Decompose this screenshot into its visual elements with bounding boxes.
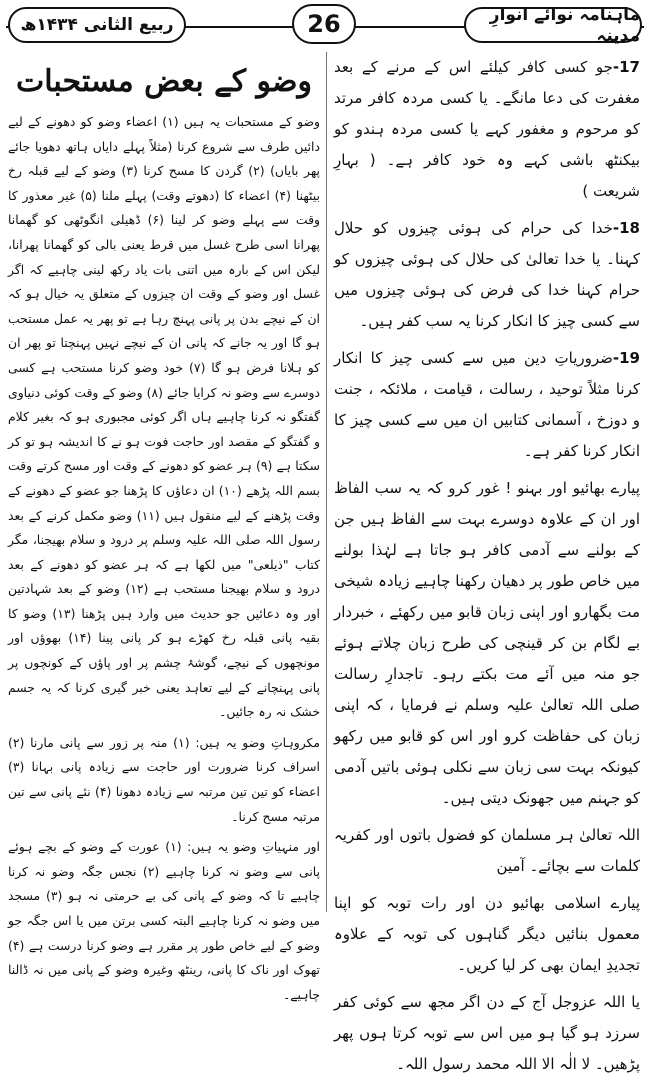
right-column	[334, 52, 640, 1086]
numbered-paragraph-19: 19-ضروریاتِ دین میں سے کسی چیز کا انکار کرنا مثلاً توحید ، رسالت ، قیامت ، ملائکہ ، جنت و دوزخ ، آسمانی کتابیں ان میں سے کسی چیز کا انکار کرنا کفر ہے۔	[334, 349, 640, 460]
mustahabbat-paragraph: وضو کے مستحبات یہ ہیں (۱) اعضاء وضو کو دھونے کے لیے دائیں طرف سے شروع کرنا (مثلاً پہلے دایاں ہاتھ دھویا جائے پھر بایاں) (۲) گردن کا مسح کرنا (۳) وضو کے لیے قبلہ رخ بیٹھنا (۴) اعضاء کا (دھوتے وقت) پہلے ملنا (۵) غیر معذور کا وقت سے پہلے وضو کر لینا (۶) ڈھیلی انگوٹھی کو گھمانا پھرانا اسی طرح غسل میں قرط یعنی بالی کو گھمانا پھرانا، لیکن اس کے بارہ میں اتنی بات یاد رکھ لینی چاہیے کہ اگر غسل اور وضو کے وقت ان چیزوں کے متعلق یہ خیال ہو کہ ان کے نیچے بدن پر پانی پہنچ رہا ہے تو پھر یہ عمل مستحب ہو گا اور یہ جانے کہ پانی ان کے نیچے نہیں پہنچتا تو پھر ان کو ہلانا فرض ہو گا (۷) خود وضو کرنا مستحب ہے کسی دوسرے سے وضو نہ کرایا جائے (۸) وضو کے وقت کوئی دنیاوی گفتگو نہ کرنا چاہیے ہاں اگر کوئی مجبوری ہو کہ بغیر کلام و گفتگو کے مقصد اور حاجت فوت ہو نے کا اندیشہ ہو تو کر سکتا ہے (۹) ہر عضو کو دھونے کے وقت اور مسح کرتے وقت بسم اللہ پڑھے (۱۰) ان دعاؤں کا پڑھنا جو عضو کے دھونے کے وقت پڑھنے کے لیے منقول ہیں (۱۱) وضو مکمل کرنے کے بعد رسول اللہ صلی اللہ علیہ وسلم پر درود و سلام بھیجنا، مگر کتاب "ذیلعی" میں لکھا ہے کہ ہر عضو کو دھونے کے بعد درود و سلام بھیجنا مستحب ہے (۱۲) وضو کے بعد شہادتین اور وہ دعائیں جو حدیث میں وارد ہیں پڑھنا (۱۳) وضو کا بقیہ پانی قبلہ رخ کھڑے ہو کر پانی پینا (۱۴) بھوؤں اور مونچھوں کے نیچے، گوشۂ چشم پر اور پاؤں کے کونچوں پر پانی پہنچانے کے لیے تعاہد یعنی خبر گیری کرنا کہ یہ جسم خشک نہ رہ جائیں۔	[8, 114, 321, 720]
issue-date: ربیع الثانی ۱۴۳۴ھ	[8, 7, 186, 43]
numbered-paragraph-17: 17-جو کسی کافر کیلئے اس کے مرنے کے بعد مغفرت کی دعا مانگے۔ یا کسی مردہ کافر مرتد کو مرحوم و مغفور کہے یا کسی مردہ ہندو کو بیکنٹھ باشی کہے وہ خود کافر ہے۔ ( بہارِ شریعت )	[334, 58, 640, 200]
manhiyyat-paragraph: اور منہیاتِ وضو یہ ہیں: (۱) عورت کے وضو کے بچے ہوئے پانی سے وضو نہ کرنا چاہیے (۲) نجس جگہ وضو نہ کرنا چاہیے تا کہ وضو کے پانی کی بے حرمتی نہ ہو (۳) مسجد میں وضو نہ کرنا چاہیے البتہ کسی برتن میں یا اس جگہ جو وضو کے لیے خاص طور پر مقرر ہے وضو کرنا درست ہے (۴) تھوک اور ناک کا پانی، رینٹھ وغیرہ وضو کے پانی میں نہ ڈالنا چاہیے۔	[8, 839, 321, 1002]
body-paragraph: پیارے اسلامی بھائیو دن اور رات توبہ کو اپنا معمول بنائیں دیگر گناہوں کی توبہ کے علاوہ تجدیدِ ایمان بھی کر لیا کریں۔	[334, 894, 640, 974]
article-title: وضو کے بعض مستحبات	[16, 64, 312, 99]
paragraph-text: ضروریاتِ دین میں سے کسی چیز کا انکار کرنا مثلاً توحید ، رسالت ، قیامت ، ملائکہ ، جنت و دوزخ ، آسمانی کتابیں ان میں سے کسی چیز کا انکار کرنا کفر ہے۔	[334, 349, 640, 460]
closing-paragraph: یا اللہ عزوجل آج کے دن اگر مجھ سے کوئی کفر سرزد ہو گیا ہو میں اس سے توبہ کرتا ہوں پھر پڑھیں۔ لا الٰہ الا اللہ محمد رسول اللہ۔	[334, 993, 640, 1073]
body-paragraph: پیارے بھائیو اور بہنو ! غور کرو کہ یہ سب الفاظ اور ان کے علاوہ دوسرے بہت سے الفاظ ہیں جن کے بولنے سے آدمی کافر ہو جاتا ہے لہٰذا بولنے میں خاص طور پر دھیان رکھنا چاہیے زیادہ شیخی مت بگھارو اور اپنی زبان قابو میں رکھئے ، خبردار بے لگام بن کر قینچی کی طرح زبان چلاتے ہوئے جو منہ میں آئے مت بکتے رہو۔ تاجدارِ رسالت صلی اللہ تعالیٰ علیہ وسلم نے فرمایا ، کہ اپنی زبان کی حفاظت کرو اور اس کو قابو میں رکھو کیونکہ بہت سی زبان سے نکلی ہوئی باتیں آدمی کو جہنم میں جھونک دیتی ہیں۔	[334, 479, 640, 807]
paragraph-text: خدا کی حرام کی ہوئی چیزوں کو حلال کہنا۔ یا خدا تعالیٰ کی حلال کی ہوئی چیزوں کو حرام کہنا خدا کی فرض کی ہوئی چیزوں میں سے کسی چیز کا انکار کرنا یہ سب کفر ہیں۔	[334, 219, 640, 330]
page-number: 26	[292, 4, 356, 44]
magazine-title: ماہنامہ نوائے انوارِ مدینہ	[464, 7, 642, 43]
left-column	[8, 52, 320, 1013]
paragraph-text: جو کسی کافر کیلئے اس کے مرنے کے بعد مغفرت کی دعا مانگے۔ یا کسی مردہ کافر مرتد کو مرحوم و مغفور کہے یا کسی مردہ ہندو کو بیکنٹھ باشی کہے وہ خود کافر ہے۔ ( بہارِ شریعت )	[334, 58, 640, 200]
column-divider	[326, 52, 327, 912]
paragraph-number: 19	[619, 349, 640, 367]
paragraph-number: 17	[619, 58, 640, 76]
paragraph-number: 18	[619, 219, 640, 237]
numbered-paragraph-18: 18-خدا کی حرام کی ہوئی چیزوں کو حلال کہنا۔ یا خدا تعالیٰ کی حلال کی ہوئی چیزوں کو حرام کہنا خدا کی فرض کی ہوئی چیزوں میں سے کسی چیز کا انکار کرنا یہ سب کفر ہیں۔	[334, 219, 640, 330]
page-header	[6, 4, 644, 46]
makroohat-paragraph: مکروہاتِ وضو یہ ہیں: (۱) منہ پر زور سے پانی مارنا (۲) اسراف کرنا ضرورت اور حاجت سے زیادہ پانی بہانا (۳) اعضاء کو تین تین مرتبہ سے زیادہ دھونا (۴) نئے پانی سے تین مرتبہ مسح کرنا۔	[8, 734, 321, 824]
prayer-paragraph: اللہ تعالیٰ ہر مسلمان کو فضول باتوں اور کفریہ کلمات سے بچائے۔ آمین	[334, 826, 640, 875]
